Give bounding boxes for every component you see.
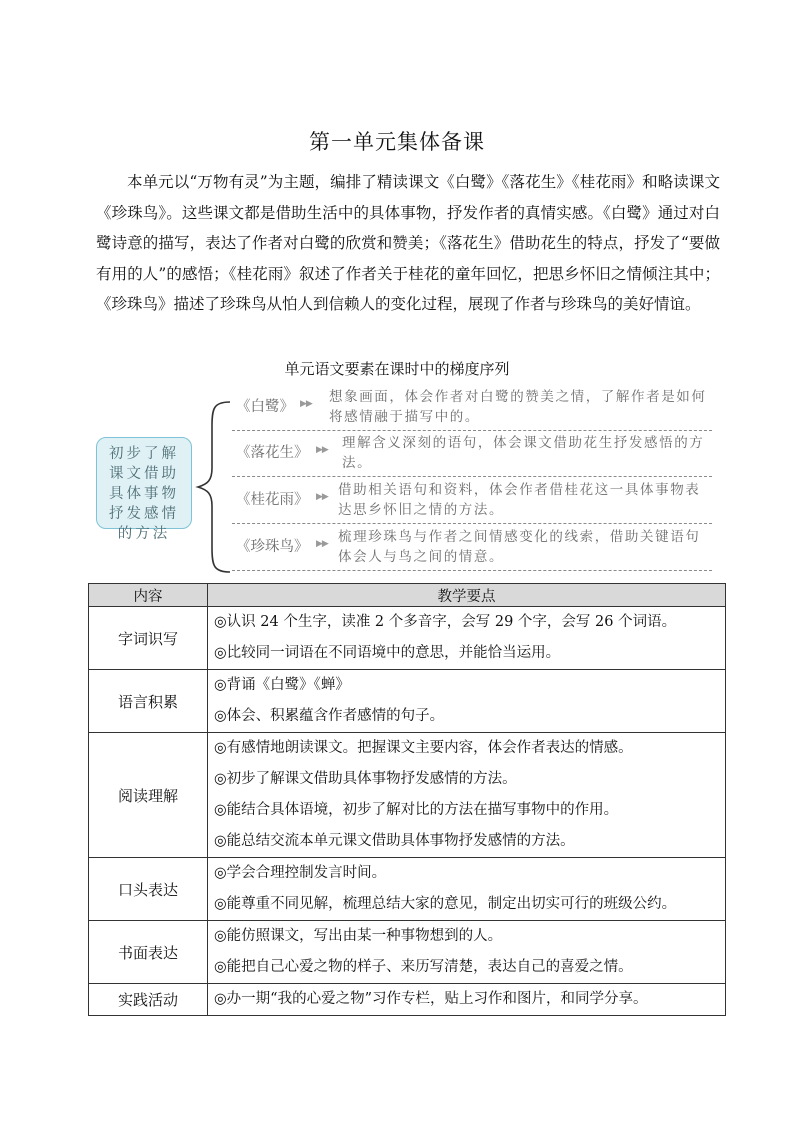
teaching-point: ◎有感情地朗读课文。把握课文主要内容，体会作者表达的情感。 <box>214 740 633 756</box>
row-points <box>208 670 726 733</box>
divider <box>232 430 712 431</box>
arrow-icon: ▶▶ <box>316 445 328 455</box>
arrow-icon: ▶▶ <box>316 492 328 502</box>
lesson-row-luohuasheng <box>232 433 712 477</box>
row-category: 语言积累 <box>89 670 208 733</box>
table-header-row <box>89 584 726 607</box>
teaching-points-table <box>88 583 726 1016</box>
lesson-desc: 梳理珍珠鸟与作者之间情感变化的线索，借助关键语句体会人与鸟之间的情意。 <box>338 529 701 565</box>
divider <box>232 476 712 477</box>
divider <box>232 523 712 524</box>
arrow-icon: ▶▶ <box>300 399 312 409</box>
teaching-point: ◎办一期“我的心爱之物”习作专栏，贴上习作和图片，和同学分享。 <box>214 991 648 1007</box>
unit-goal-box <box>96 437 192 542</box>
row-points <box>208 858 726 921</box>
row-category: 阅读理解 <box>89 733 208 858</box>
teaching-point: ◎能尊重不同见解，梳理总结大家的意见，制定出切实可行的班级公约。 <box>214 896 677 912</box>
table-row <box>89 733 726 858</box>
row-points <box>208 984 726 1016</box>
diagram-title: 单元语文要素在课时中的梯度序列 <box>284 360 510 378</box>
teaching-point: ◎初步了解课文借助具体事物抒发感情的方法。 <box>214 771 517 787</box>
row-category: 书面表达 <box>89 921 208 984</box>
teaching-point: ◎能总结交流本单元课文借助具体事物抒发感情的方法。 <box>214 833 575 849</box>
teaching-point: ◎能结合具体语境，初步了解对比的方法在描写事物中的作用。 <box>214 802 619 818</box>
row-points <box>208 733 726 858</box>
lesson-name: 《桂花雨》 <box>236 492 309 508</box>
header-points: 教学要点 <box>208 584 726 607</box>
teaching-point: ◎学会合理控制发言时间。 <box>214 865 387 881</box>
intro-text: 本单元以“万物有灵”为主题，编排了精读课文《白鹭》《落花生》《桂花雨》和略读课文《珍珠鸟》。这些课文都是借助生活中的具体事物，抒发作者的真情实感。《白鹭》通过对白鹭诗意的描写，表达了作者对白鹭的欣赏和赞美；《落花生》借助花生的特点，抒发了“要做有用的人”的感悟；《桂花雨》叙述了作者关于桂花的童年回忆，把思乡怀旧之情倾注其中；《珍珠鸟》描述了珍珠鸟从怕人到信赖人的变化过程，展现了作者与珍珠鸟的美好情谊。 <box>96 173 720 314</box>
row-points <box>208 607 726 670</box>
teaching-point: ◎认识 24 个生字，读准 2 个多音字，会写 29 个字，会写 26 个词语。 <box>214 614 677 630</box>
table-row <box>89 984 726 1016</box>
teaching-point: ◎比较同一词语在不同语境中的意思，并能恰当运用。 <box>214 645 561 661</box>
table-row <box>89 858 726 921</box>
unit-goal-text: 初步了解课文借助具体事物抒发感情的方法 <box>109 446 179 542</box>
teaching-point: ◎能把自己心爱之物的样子、来历写清楚，表达自己的喜爱之情。 <box>214 959 633 975</box>
lesson-row-bailu <box>232 387 712 431</box>
teaching-point: ◎能仿照课文，写出由某一种事物想到的人。 <box>214 928 503 944</box>
header-content: 内容 <box>89 584 208 607</box>
table-row <box>89 607 726 670</box>
arrow-icon: ▶▶ <box>316 539 328 549</box>
lesson-row-zhenzhuniao <box>232 527 712 571</box>
brace-icon <box>194 398 234 576</box>
table-row <box>89 921 726 984</box>
lesson-name: 《白鹭》 <box>236 399 294 415</box>
lesson-desc: 想象画面，体会作者对白鹭的赞美之情，了解作者是如何将感情融于描写中的。 <box>329 389 707 425</box>
lesson-desc: 理解含义深刻的语句，体会课文借助花生抒发感悟的方法。 <box>342 435 705 471</box>
row-category: 字词识写 <box>89 607 208 670</box>
lesson-name: 《珍珠鸟》 <box>236 539 309 555</box>
table-row <box>89 670 726 733</box>
divider <box>232 570 712 571</box>
row-category: 口头表达 <box>89 858 208 921</box>
lesson-row-guihuayu <box>232 480 712 524</box>
lesson-name: 《落花生》 <box>236 445 309 461</box>
row-category: 实践活动 <box>89 984 208 1016</box>
page-title: 第一单元集体备课 <box>309 130 485 154</box>
teaching-point: ◎背诵《白鹭》《蝉》 <box>214 677 350 693</box>
lesson-desc: 借助相关语句和资料，体会作者借桂花这一具体事物表达思乡怀旧之情的方法。 <box>338 482 701 518</box>
intro-paragraph <box>96 167 720 320</box>
row-points <box>208 921 726 984</box>
teaching-point: ◎体会、积累蕴含作者感情的句子。 <box>214 708 445 724</box>
